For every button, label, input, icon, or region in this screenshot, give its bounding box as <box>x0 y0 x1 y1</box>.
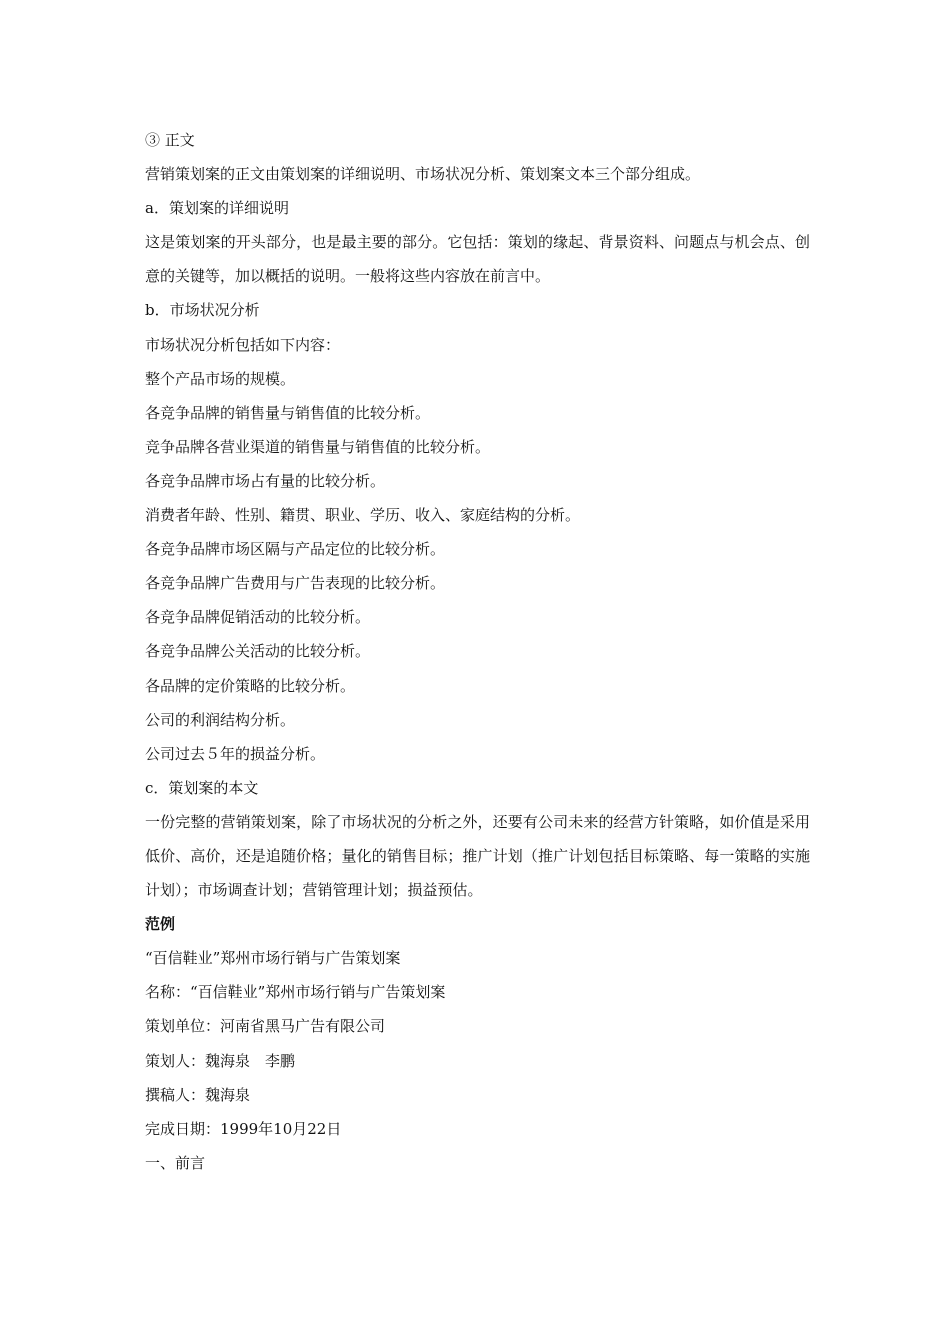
list-item: 各品牌的定价策略的比较分析。 <box>145 676 356 695</box>
list-item: 各竞争品牌市场占有量的比较分析。 <box>145 471 386 490</box>
example-planner-line: 策划人：魏海泉 李鹏 <box>145 1051 296 1070</box>
list-item: 各竞争品牌广告费用与广告表现的比较分析。 <box>145 574 446 593</box>
example-label: 范例 <box>145 915 176 934</box>
list-item: 整个产品市场的规模。 <box>145 369 296 388</box>
section-b-title: b．市场状况分析 <box>145 301 260 320</box>
example-date-line: 完成日期：1999年10月22日 <box>145 1119 342 1138</box>
section-c-title: c．策划案的本文 <box>145 778 259 797</box>
document-body <box>145 123 810 1180</box>
list-item: 各竞争品牌促销活动的比较分析。 <box>145 608 371 627</box>
example-title: “百信鞋业”郑州市场行销与广告策划案 <box>145 949 401 968</box>
list-item: 各竞争品牌的销售量与销售值的比较分析。 <box>145 403 431 422</box>
example-name-line: 名称：“百信鞋业”郑州市场行销与广告策划案 <box>145 983 446 1002</box>
section-b-lead: 市场状况分析包括如下内容： <box>145 335 341 354</box>
section-a-paragraph: 这是策划案的开头部分，也是最主要的部分。它包括：策划的缘起、背景资料、问题点与机会点、创意的关键等，加以概括的说明。一般将这些内容放在前言中。 <box>145 233 810 286</box>
list-item: 各竞争品牌市场区隔与产品定位的比较分析。 <box>145 540 446 559</box>
heading-body: ③ 正文 <box>145 131 195 149</box>
example-writer-line: 撰稿人：魏海泉 <box>145 1085 251 1104</box>
example-first-section: 一、前言 <box>145 1153 206 1172</box>
section-c-paragraph: 一份完整的营销策划案，除了市场状况的分析之外，还要有公司未来的经营方针策略，如价值是采用低价、高价，还是追随价格；量化的销售目标；推广计划（推广计划包括目标策略、每一策略的实施计划）；市场调查计划；营销管理计划；损益预估。 <box>145 812 810 900</box>
list-item: 各竞争品牌公关活动的比较分析。 <box>145 642 371 661</box>
list-item: 消费者年龄、性别、籍贯、职业、学历、收入、家庭结构的分析。 <box>145 506 581 525</box>
list-item: 竞争品牌各营业渠道的销售量与销售值的比较分析。 <box>145 437 491 456</box>
example-unit-line: 策划单位：河南省黑马广告有限公司 <box>145 1017 386 1036</box>
list-item: 公司过去５年的损益分析。 <box>145 744 326 763</box>
section-a-title: a．策划案的详细说明 <box>145 199 289 218</box>
list-item: 公司的利润结构分析。 <box>145 710 296 729</box>
intro-paragraph: 营销策划案的正文由策划案的详细说明、市场状况分析、策划案文本三个部分组成。 <box>145 165 701 184</box>
